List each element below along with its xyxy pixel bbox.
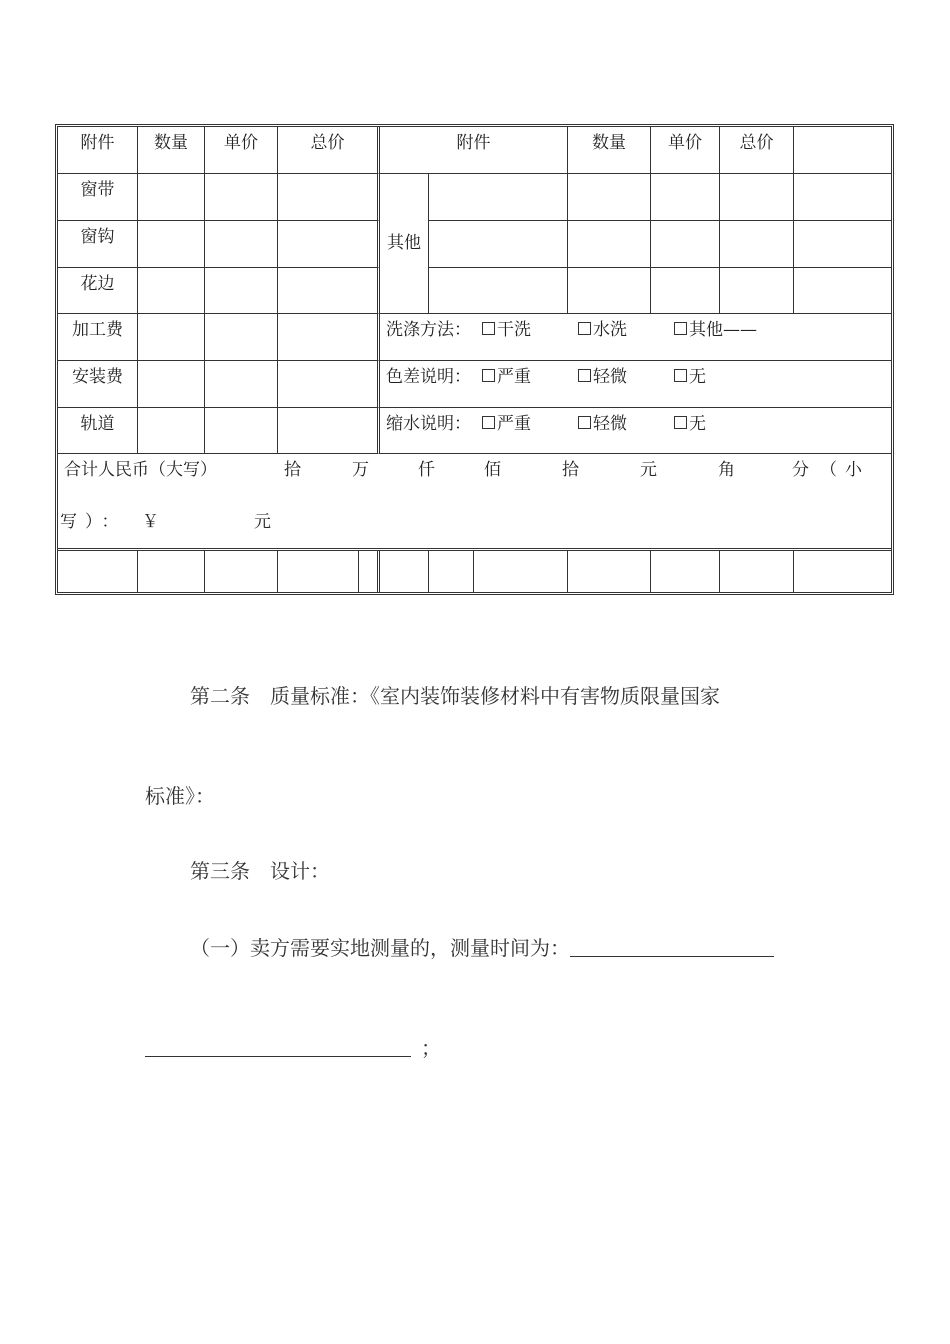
- header-accessory-2: 附件: [380, 127, 568, 174]
- other-label: 其他: [380, 174, 429, 314]
- header-unit-price-2: 单价: [651, 127, 720, 174]
- cell-input[interactable]: [794, 174, 891, 221]
- cell-input[interactable]: [720, 174, 794, 221]
- cell-input[interactable]: [205, 361, 278, 408]
- shrinkage-label: 缩水说明：: [386, 414, 471, 434]
- cell-input[interactable]: [651, 221, 720, 268]
- checkbox-icon[interactable]: [674, 416, 687, 429]
- empty-cell[interactable]: [380, 551, 429, 592]
- checkbox-icon[interactable]: [674, 322, 687, 335]
- wash-option-water[interactable]: 水洗: [578, 322, 627, 339]
- cell-input[interactable]: [205, 221, 278, 268]
- checkbox-icon[interactable]: [482, 369, 495, 382]
- color-difference-label: 色差说明：: [386, 367, 471, 387]
- row-label-processing-fee: 加工费: [58, 314, 138, 361]
- small-close: 写）：: [60, 512, 127, 532]
- cell-input[interactable]: [278, 314, 380, 361]
- cell-input[interactable]: [205, 268, 278, 314]
- cell-input[interactable]: [138, 361, 205, 408]
- unit-shi-2: 拾: [562, 460, 579, 480]
- cell-input[interactable]: [138, 408, 205, 454]
- header-quantity: 数量: [138, 127, 205, 174]
- total-amount-row: [58, 454, 891, 551]
- row-label-track: 轨道: [58, 408, 138, 454]
- empty-cell[interactable]: [720, 551, 794, 592]
- cell-input[interactable]: [205, 408, 278, 454]
- checkbox-icon[interactable]: [482, 322, 495, 335]
- color-difference-cell: [380, 361, 891, 408]
- item-1-end: ；: [421, 1036, 441, 1060]
- cell-input[interactable]: [568, 268, 651, 314]
- cell-input[interactable]: [278, 221, 380, 268]
- cell-input[interactable]: [429, 268, 568, 314]
- measure-time-blank[interactable]: [570, 936, 774, 957]
- empty-cell[interactable]: [278, 551, 359, 592]
- unit-shi: 拾: [284, 460, 301, 480]
- item-1-label: （一）卖方需要实地测量的，测量时间为：: [190, 936, 570, 960]
- unit-bai: 佰: [484, 460, 501, 480]
- measure-time-blank-2[interactable]: [145, 1036, 411, 1057]
- shrink-option-severe[interactable]: 严重: [482, 416, 531, 433]
- cell-input[interactable]: [278, 174, 380, 221]
- empty-cell[interactable]: [58, 551, 138, 592]
- wash-option-dry[interactable]: 干洗: [482, 322, 531, 339]
- unit-wan: 万: [352, 460, 369, 480]
- cell-input[interactable]: [138, 268, 205, 314]
- cell-input[interactable]: [429, 174, 568, 221]
- color-option-severe[interactable]: 严重: [482, 369, 531, 386]
- checkbox-icon[interactable]: [674, 369, 687, 382]
- shrinkage-cell: [380, 408, 891, 454]
- cell-input[interactable]: [138, 221, 205, 268]
- empty-cell[interactable]: [205, 551, 278, 592]
- wash-option-other[interactable]: 其他——: [674, 322, 757, 339]
- row-label-window-band: 窗带: [58, 174, 138, 221]
- empty-cell[interactable]: [359, 551, 380, 592]
- cell-input[interactable]: [205, 314, 278, 361]
- unit-jiao: 角: [718, 460, 735, 480]
- empty-cell[interactable]: [429, 551, 474, 592]
- cell-input[interactable]: [720, 268, 794, 314]
- cell-input[interactable]: [278, 408, 380, 454]
- cell-input[interactable]: [794, 268, 891, 314]
- empty-cell[interactable]: [474, 551, 568, 592]
- empty-cell[interactable]: [651, 551, 720, 592]
- small-open: （小: [820, 460, 870, 480]
- item-1-text: [190, 932, 774, 961]
- row-label-lace: 花边: [58, 268, 138, 314]
- unit-fen: 分: [792, 460, 809, 480]
- cell-input[interactable]: [651, 174, 720, 221]
- cell-input[interactable]: [651, 268, 720, 314]
- checkbox-icon[interactable]: [578, 416, 591, 429]
- cell-input[interactable]: [568, 174, 651, 221]
- checkbox-icon[interactable]: [578, 369, 591, 382]
- checkbox-icon[interactable]: [482, 416, 495, 429]
- header-total-price-2: 总价: [720, 127, 794, 174]
- color-option-slight[interactable]: 轻微: [578, 369, 627, 386]
- cell-input[interactable]: [568, 221, 651, 268]
- row-label-installation-fee: 安装费: [58, 361, 138, 408]
- cell-input[interactable]: [138, 314, 205, 361]
- total-prefix: 合计人民币（大写）: [64, 460, 217, 480]
- cell-input[interactable]: [138, 174, 205, 221]
- empty-cell[interactable]: [568, 551, 651, 592]
- header-blank: [794, 127, 891, 174]
- cell-input[interactable]: [429, 221, 568, 268]
- cell-input[interactable]: [205, 174, 278, 221]
- article-3-heading: 第三条 设计：: [190, 859, 330, 883]
- article-2-line-2: 标准》：: [145, 784, 215, 808]
- cell-input[interactable]: [278, 361, 380, 408]
- checkbox-icon[interactable]: [578, 322, 591, 335]
- cell-input[interactable]: [278, 268, 380, 314]
- wash-method-cell: [380, 314, 891, 361]
- empty-cell[interactable]: [138, 551, 205, 592]
- header-accessory: 附件: [58, 127, 138, 174]
- row-label-window-hook: 窗钩: [58, 221, 138, 268]
- color-option-none[interactable]: 无: [674, 369, 706, 386]
- header-quantity-2: 数量: [568, 127, 651, 174]
- shrink-option-slight[interactable]: 轻微: [578, 416, 627, 433]
- item-1-continuation: [145, 1032, 441, 1061]
- article-2-line-1: 第二条 质量标准：《室内装饰装修材料中有害物质限量国家: [190, 684, 720, 708]
- empty-cell[interactable]: [794, 551, 891, 592]
- header-unit-price: 单价: [205, 127, 278, 174]
- shrink-option-none[interactable]: 无: [674, 416, 706, 433]
- wash-method-label: 洗涤方法：: [386, 320, 471, 340]
- cell-input[interactable]: [794, 221, 891, 268]
- unit-qian: 仟: [418, 460, 435, 480]
- goods-table: [55, 124, 894, 595]
- header-total-price: 总价: [278, 127, 380, 174]
- yuan-label: 元: [254, 512, 271, 532]
- yen-sign: ￥: [142, 512, 159, 532]
- cell-input[interactable]: [720, 221, 794, 268]
- unit-yuan: 元: [640, 460, 657, 480]
